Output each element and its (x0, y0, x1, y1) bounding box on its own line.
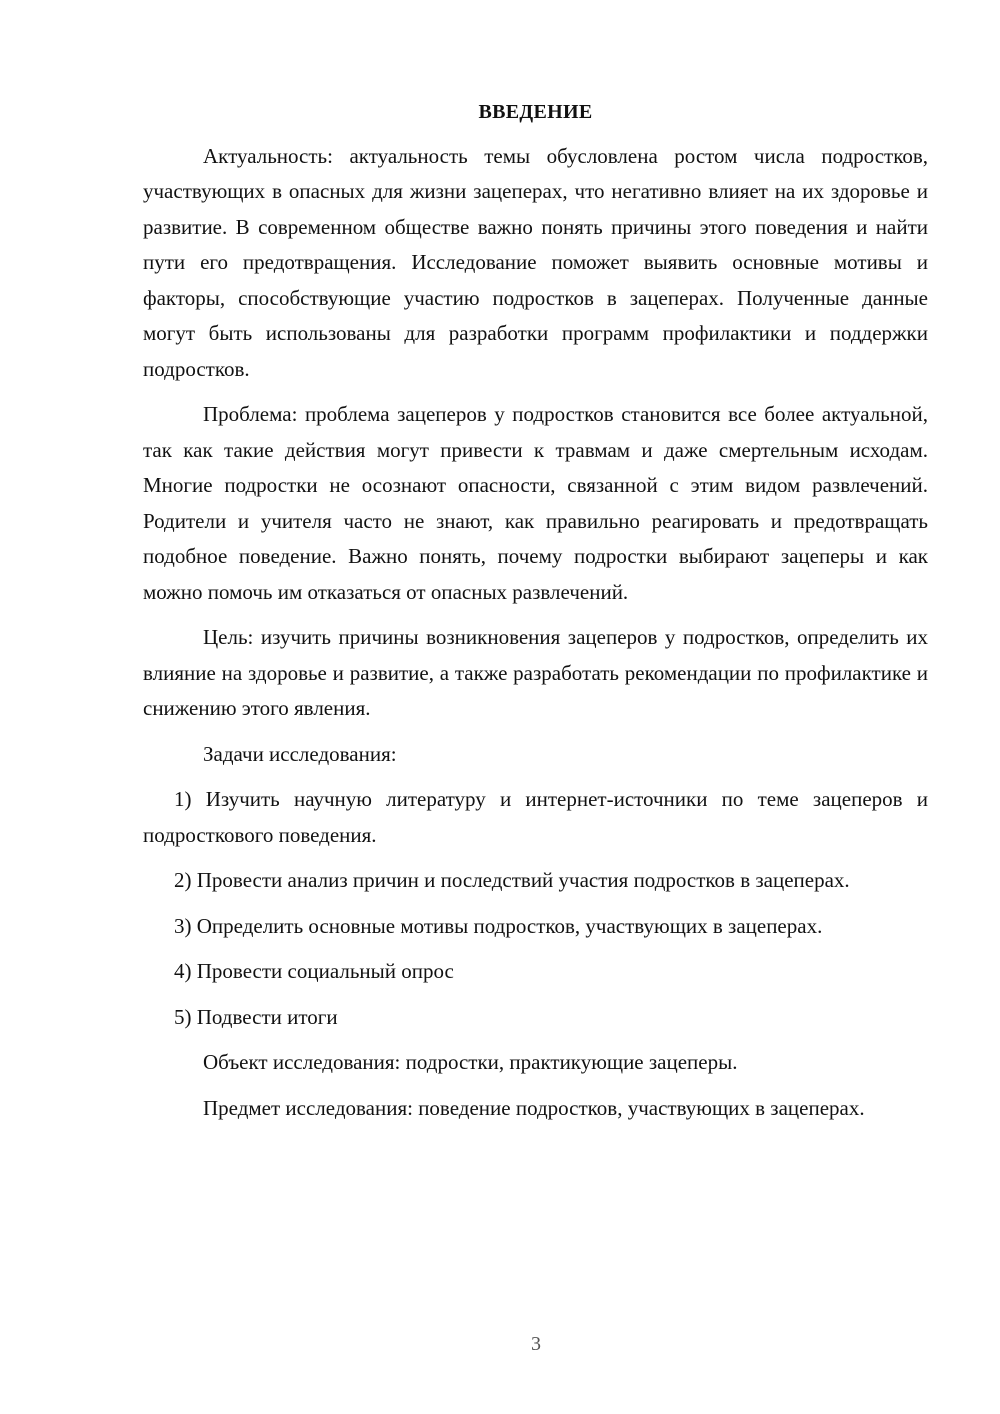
task-item-1: 1) Изучить научную литературу и интернет-источники по теме зацеперов и подросткового поведения. (143, 787, 928, 847)
paragraph-object: Объект исследования: подростки, практикующие зацеперы. (203, 1050, 738, 1074)
tasks-heading: Задачи исследования: (203, 741, 397, 766)
task-item-3: 3) Определить основные мотивы подростков, участвующих в зацеперах. (174, 913, 823, 938)
page-content (143, 95, 928, 1136)
section-title: ВВЕДЕНИЕ (478, 101, 593, 123)
task-item-2: 2) Провести анализ причин и последствий участия подростков в зацеперах. (174, 868, 850, 892)
paragraph-subject: Предмет исследования: поведение подростков, участвующих в зацеперах. (203, 1095, 865, 1120)
paragraph-problem: Проблема: проблема зацеперов у подростков становится все более актуальной, так как такие действия могут привести к травмам и даже смертельным исходам. Многие подростки не осознают опасности, связанной с этим видом развлечений. Родители и учителя часто не знают, как правильно реагировать и предотвращать подобное поведение. Важно понять, почему подростки выбирают зацеперы и как можно помочь им отказаться от опасных развлечений. (143, 402, 928, 604)
task-item-4: 4) Провести социальный опрос (174, 959, 454, 983)
paragraph-relevance: Актуальность: актуальность темы обусловлена ростом числа подростков, участвующих в опасных для жизни зацеперах, что негативно влияет на их здоровье и развитие. В современном обществе важно понять причины этого поведения и найти пути его предотвращения. Исследование поможет выявить основные мотивы и факторы, способствующие участию подростков в зацеперах. Полученные данные могут быть использованы для разработки программ профилактики и поддержки подростков. (143, 143, 928, 381)
task-item-5: 5) Подвести итоги (174, 1004, 338, 1029)
page-number: 3 (531, 1333, 541, 1355)
paragraph-goal: Цель: изучить причины возникновения зацеперов у подростков, определить их влияние на здоровье и развитие, а также разработать рекомендации по профилактике и снижению этого явления. (143, 625, 928, 720)
